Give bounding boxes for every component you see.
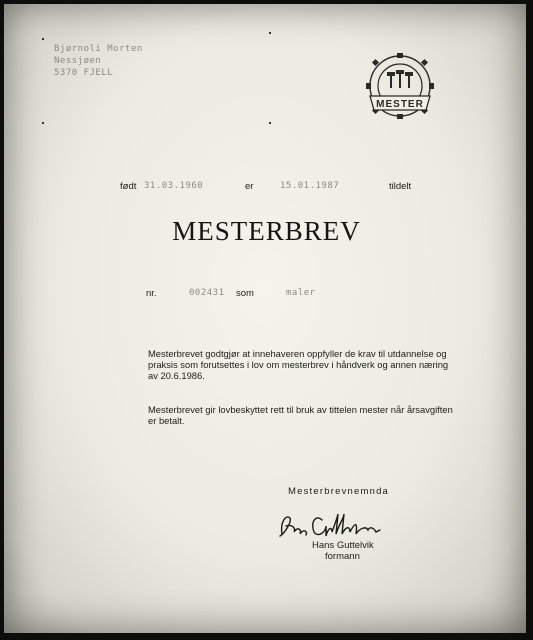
signer-role: formann — [325, 551, 360, 562]
born-date: 31.03.1960 — [144, 181, 204, 191]
signer-name: Hans Guttelvik — [312, 540, 374, 551]
certificate-paper — [4, 4, 526, 633]
as-label: som — [236, 288, 254, 299]
number-label: nr. — [146, 288, 157, 299]
board-name: Mesterbrevnemnda — [288, 486, 390, 497]
is-label: er — [245, 181, 254, 192]
paragraph-line: praksis som forutsettes i lov om mesterbrev i håndverk og annen næring — [148, 359, 449, 370]
document-title: MESTERBREV — [172, 216, 361, 246]
recipient-postal: 5370 FJELL — [54, 68, 114, 78]
logo-text: MESTER — [376, 99, 424, 110]
paragraph-line: Mesterbrevet gir lovbeskyttet rett til bruk av tittelen mester når årsavgiften — [148, 404, 453, 415]
certificate-number: 002431 — [189, 288, 225, 298]
logo-banner — [370, 96, 430, 110]
paragraph-line: Mesterbrevet godtgjør at innehaveren oppfyller de krav til utdannelse og — [148, 348, 447, 359]
registration-mark-center — [269, 122, 271, 124]
trade-name: maler — [286, 288, 316, 298]
recipient-street: Nessjøen — [54, 56, 102, 66]
paragraph-title-rights — [148, 404, 453, 426]
paragraph-line: er betalt. — [148, 415, 185, 426]
registration-mark-top-left — [42, 38, 44, 40]
issued-date: 15.01.1987 — [280, 181, 340, 191]
recipient-name: Bjørnoli Morten — [54, 44, 143, 54]
hammer-icon — [387, 70, 413, 88]
paragraph-line: av 20.6.1986. — [148, 370, 205, 381]
born-label: født — [120, 181, 137, 192]
registration-mark-left — [42, 122, 44, 124]
granted-label: tildelt — [389, 181, 412, 192]
paragraph-qualification — [148, 348, 449, 381]
registration-mark-top-center — [269, 32, 271, 34]
mester-logo — [362, 52, 438, 124]
handwritten-signature — [270, 508, 390, 542]
